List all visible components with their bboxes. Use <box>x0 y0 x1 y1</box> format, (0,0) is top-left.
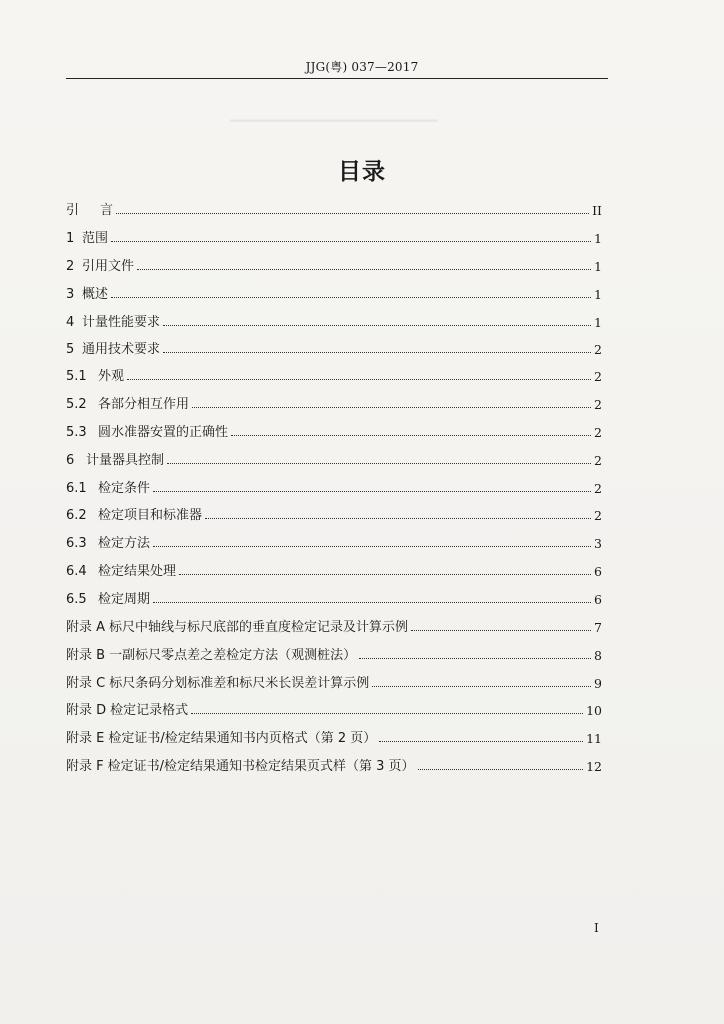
toc-entry-title: 计量性能要求 <box>82 315 161 330</box>
toc-entry-number: 6 <box>66 453 75 468</box>
toc-dot-leader <box>153 601 591 603</box>
toc-entry-number: 4 <box>66 315 75 330</box>
toc-entry-number: 5.2 <box>66 397 87 412</box>
toc-entry[interactable] <box>66 643 602 663</box>
bleed-through-text: ▁▁▁▁▁▁▁▁▁▁▁▁▁▁▁▁▁▁ <box>230 104 438 122</box>
toc-dot-leader <box>153 545 591 547</box>
toc-entry-page: 2 <box>594 508 602 523</box>
toc-entry-page: 9 <box>594 676 602 691</box>
toc-dot-leader <box>127 378 591 380</box>
toc-entry-number: 附录 E <box>66 731 105 746</box>
toc-entry[interactable] <box>66 254 602 274</box>
toc-entry-page: 2 <box>594 369 602 384</box>
toc-entry-number: 附录 D <box>66 703 107 718</box>
toc-entry-page: 3 <box>594 536 602 551</box>
toc-entry-title: 通用技术要求 <box>82 342 161 357</box>
toc-entry-page: 6 <box>594 592 602 607</box>
toc-entry-title: 一副标尺零点差之差检定方法（观测桩法） <box>109 648 357 663</box>
toc-entry-number: 6.4 <box>66 564 87 579</box>
toc-entry-page: 1 <box>594 315 602 330</box>
toc-entry-number: 6.5 <box>66 592 87 607</box>
toc-entry-number: 2 <box>66 259 75 274</box>
toc-entry-page: 1 <box>594 231 602 246</box>
toc-entry-number: 6.3 <box>66 536 87 551</box>
toc-entry[interactable] <box>66 198 602 218</box>
toc-entry[interactable] <box>66 448 602 468</box>
toc-entry-number: 5.1 <box>66 369 87 384</box>
toc-dot-leader <box>179 573 591 575</box>
toc-entry[interactable] <box>66 726 602 746</box>
toc-entry[interactable] <box>66 615 602 635</box>
toc-entry-title: 检定证书/检定结果通知书检定结果页式样（第 3 页） <box>107 759 415 774</box>
toc-entry-page: 2 <box>594 481 602 496</box>
toc-dot-leader <box>137 268 591 270</box>
toc-entry[interactable] <box>66 503 602 523</box>
toc-dot-leader <box>411 629 591 631</box>
toc-entry-number: 附录 C <box>66 676 106 691</box>
toc-entry-title: 检定项目和标准器 <box>98 508 203 523</box>
toc-dot-leader <box>163 351 591 353</box>
toc-entry-number: 附录 F <box>66 759 104 774</box>
toc-entry[interactable] <box>66 476 602 496</box>
toc-dot-leader <box>111 240 591 242</box>
toc-entry-page: 1 <box>594 287 602 302</box>
toc-entry-number: 附录 A <box>66 620 106 635</box>
toc-entry-page: 8 <box>594 648 602 663</box>
toc-dot-leader <box>111 296 591 298</box>
toc-entry-page: II <box>592 203 602 218</box>
toc-entry-number: 6.1 <box>66 481 87 496</box>
toc-entry[interactable] <box>66 587 602 607</box>
toc-entry-page: 10 <box>586 703 602 718</box>
toc-entry-number: 5.3 <box>66 425 87 440</box>
toc-entry[interactable] <box>66 420 602 440</box>
toc-entry-title: 引用文件 <box>82 259 135 274</box>
toc-entry-title: 计量器具控制 <box>86 453 165 468</box>
toc-dot-leader <box>116 212 589 214</box>
toc-entry[interactable] <box>66 392 602 412</box>
toc-entry[interactable] <box>66 364 602 384</box>
toc-entry-number: 1 <box>66 231 75 246</box>
toc-entry-page: 2 <box>594 397 602 412</box>
toc-dot-leader <box>359 657 591 659</box>
standard-header: JJG(粤) 037—2017 <box>305 60 419 74</box>
toc-entry-page: 6 <box>594 564 602 579</box>
page-number: I <box>594 921 599 935</box>
toc-entry[interactable] <box>66 559 602 579</box>
toc-dot-leader <box>153 490 591 492</box>
toc-entry-page: 2 <box>594 453 602 468</box>
toc-dot-leader <box>418 768 584 770</box>
toc-entry-page: 2 <box>594 342 602 357</box>
toc-entry-title: 检定周期 <box>98 592 151 607</box>
toc-entry-page: 7 <box>594 620 602 635</box>
toc-entry-title: 检定结果处理 <box>98 564 177 579</box>
toc-entry-title: 标尺条码分划标准差和标尺米长误差计算示例 <box>109 676 370 691</box>
toc-dot-leader <box>167 462 591 464</box>
toc-entry[interactable] <box>66 671 602 691</box>
toc-entry-title: 外观 <box>98 369 125 384</box>
toc-entry-number: 6.2 <box>66 508 87 523</box>
toc-entry[interactable] <box>66 337 602 357</box>
toc-dot-leader <box>191 712 583 714</box>
toc-entry[interactable] <box>66 226 602 246</box>
toc-entry-title: 检定记录格式 <box>110 703 189 718</box>
toc-entry-number: 3 <box>66 287 75 302</box>
toc-entry-title: 检定方法 <box>98 536 151 551</box>
toc-entry-title: 范围 <box>82 231 109 246</box>
toc-dot-leader <box>192 406 591 408</box>
toc-entry-title: 检定证书/检定结果通知书内页格式（第 2 页） <box>108 731 377 746</box>
toc-entry-title: 言 <box>100 203 114 218</box>
toc-entry[interactable] <box>66 310 602 330</box>
toc-entry-page: 11 <box>586 731 602 746</box>
toc-entry-title: 概述 <box>82 287 109 302</box>
page-title: 目录 <box>338 159 386 185</box>
toc-entry-title: 检定条件 <box>98 481 151 496</box>
toc-entry-number: 附录 B <box>66 648 106 663</box>
toc-entry[interactable] <box>66 754 602 774</box>
toc-dot-leader <box>163 324 591 326</box>
toc-entry-page: 1 <box>594 259 602 274</box>
toc-entry[interactable] <box>66 531 602 551</box>
toc-dot-leader <box>231 434 591 436</box>
toc-entry[interactable] <box>66 282 602 302</box>
toc-dot-leader <box>205 517 591 519</box>
toc-entry-number: 5 <box>66 342 75 357</box>
toc-dot-leader <box>372 685 591 687</box>
toc-dot-leader <box>379 740 583 742</box>
header-rule <box>66 78 608 79</box>
toc-entry-page: 2 <box>594 425 602 440</box>
toc-entry[interactable] <box>66 698 602 718</box>
toc-entry-title: 各部分相互作用 <box>98 397 190 412</box>
toc-entry-number: 引 <box>66 203 80 218</box>
toc-entry-title: 标尺中轴线与标尺底部的垂直度检定记录及计算示例 <box>109 620 409 635</box>
toc-entry-title: 圆水准器安置的正确性 <box>98 425 229 440</box>
toc-entry-page: 12 <box>586 759 602 774</box>
